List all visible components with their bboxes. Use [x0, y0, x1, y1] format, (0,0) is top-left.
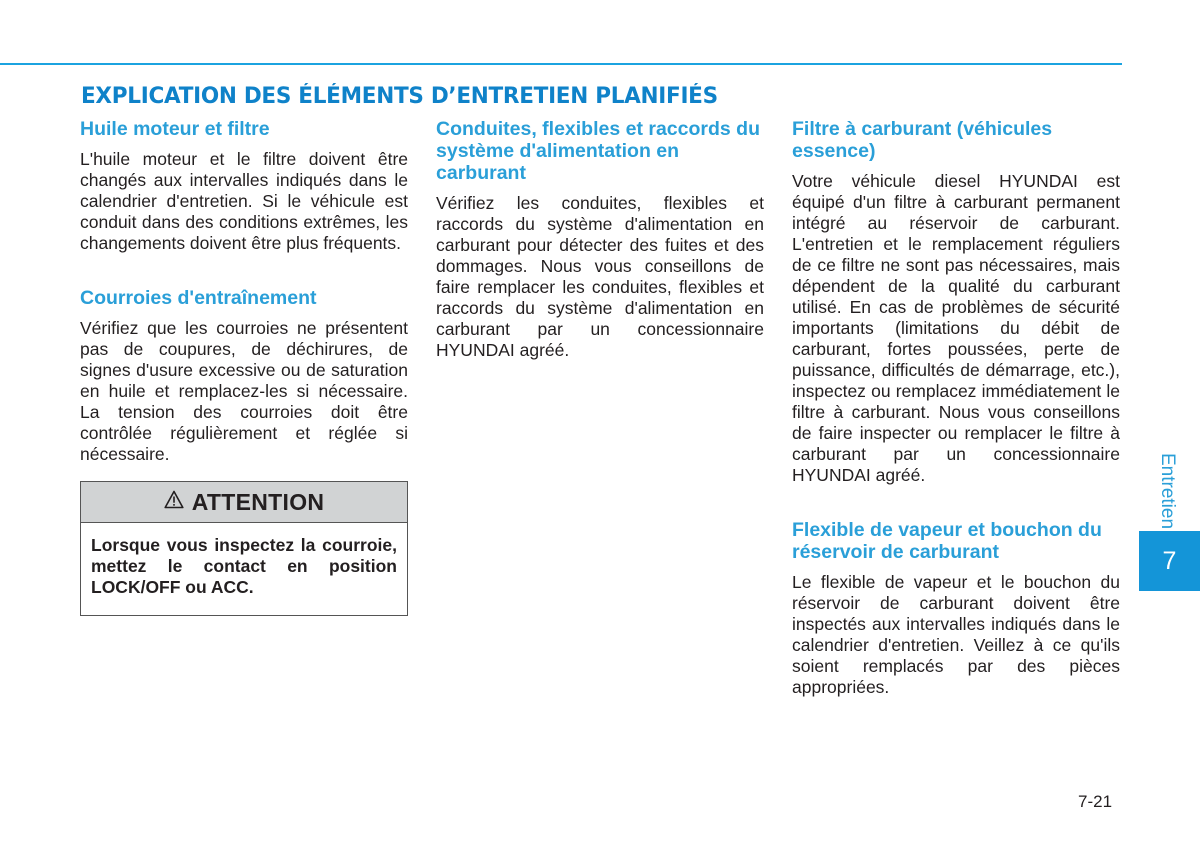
page-title: EXPLICATION DES ÉLÉMENTS D’ENTRETIEN PLANIFIÉS — [81, 84, 718, 109]
heading-huile-moteur: Huile moteur et filtre — [80, 118, 270, 140]
paragraph-flexible-vapeur: Le flexible de vapeur et le bouchon du réservoir de carburant doivent être inspectés aux intervalles indiqués dans le calendrier d'entretien. Veillez à ce qu'ils soient remplacés par des pièces appropriées. — [792, 572, 1120, 697]
attention-box — [80, 481, 408, 616]
heading-courroies: Courroies d'entraînement — [80, 287, 317, 309]
attention-body: Lorsque vous inspectez la courroie, mettez le contact en position LOCK/OFF ou ACC. — [91, 535, 397, 597]
heading-flexible-vapeur: Flexible de vapeur et bouchon du réservoir de carburant — [792, 519, 1102, 563]
chapter-side-label — [1152, 453, 1182, 529]
chapter-tab: 7 — [1139, 531, 1200, 591]
heading-conduites: Conduites, flexibles et raccords du système d'alimentation en carburant — [436, 118, 760, 184]
column-2 — [436, 118, 764, 361]
attention-header — [81, 482, 407, 523]
top-rule — [0, 63, 1122, 65]
paragraph-courroies: Vérifiez que les courroies ne présentent pas de coupures, de déchirures, de signes d'usure excessive ou de saturation en huile et remplacez-les si nécessaire. La tension des courroies doit être contrôlée régulièrement et réglée si nécessaire. — [80, 318, 408, 464]
attention-title: ATTENTION — [191, 488, 325, 515]
warning-triangle-icon — [164, 490, 184, 514]
paragraph-filtre-carburant: Votre véhicule diesel HYUNDAI est équipé d'un filtre à carburant permanent intégré au réservoir de carburant. L'entretien et le remplacement réguliers de ce filtre ne sont pas nécessaires, mais dépendent de la qualité du carburant utilisé. En cas de problèmes de sécurité importants (limitations du débit de carburant, fortes poussées, perte de puissance, difficultés de démarrage, etc.), inspectez ou remplacez immédiatement le filtre à carburant. Nous vous conseillons de faire inspecter ou remplacer le filtre à carburant par un concessionnaire HYUNDAI agréé. — [792, 171, 1120, 485]
paragraph-conduites: Vérifiez les conduites, flexibles et raccords du système d'alimentation en carburant pour détecter des fuites et des dommages. Nous vous conseillons de faire remplacer les conduites, flexibles et raccords du système d'alimentation en carburant par un concessionnaire HYUNDAI agréé. — [436, 193, 764, 360]
chapter-label-text: Entretien — [1157, 452, 1179, 530]
column-1 — [80, 118, 408, 616]
page-number: 7-21 — [1078, 792, 1113, 811]
paragraph-huile-moteur: L'huile moteur et le filtre doivent être changés aux intervalles indiqués dans le calendrier d'entretien. Si le véhicule est conduit dans des conditions extrêmes, les changements doivent être plus fréquents. — [80, 149, 408, 253]
column-3 — [792, 118, 1120, 698]
heading-filtre-carburant: Filtre à carburant (véhicules essence) — [792, 118, 1053, 162]
